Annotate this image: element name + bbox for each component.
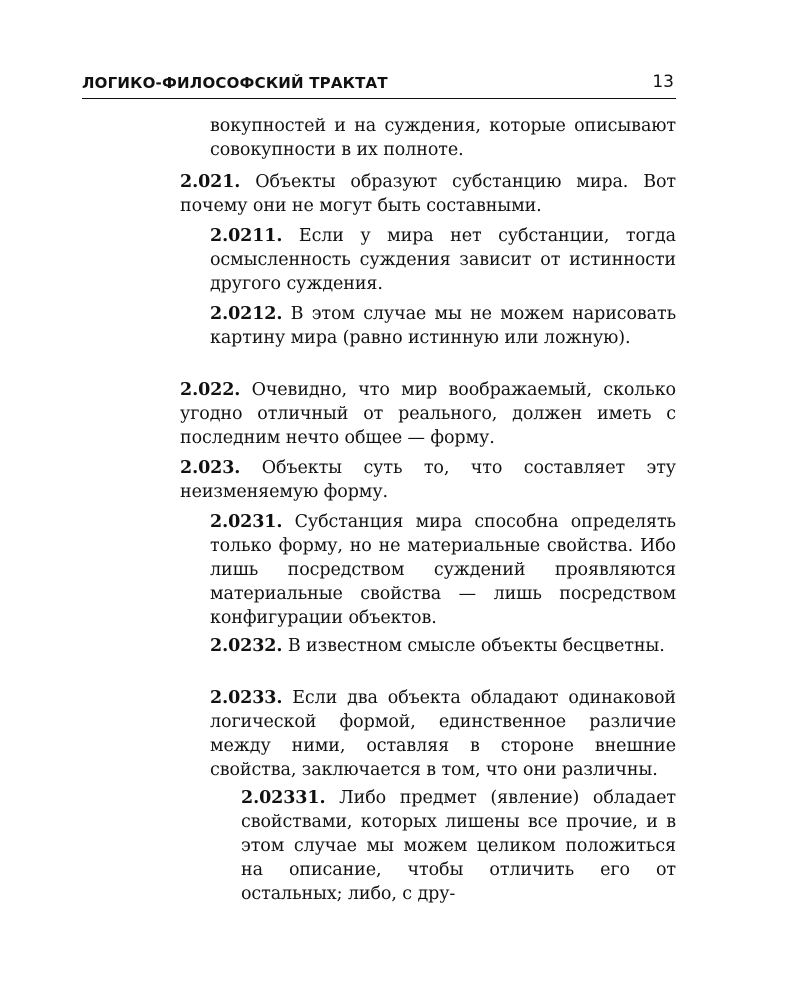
paragraph-text: Объекты суть то, что составляет эту неизменяемую форму. <box>180 458 676 502</box>
paragraph-2-023 <box>180 456 676 504</box>
paragraph-number: 2.0232. <box>210 636 283 656</box>
page-number: 13 <box>652 72 674 92</box>
paragraph-text: Субстанция мира способна определять только форму, но не материальные свойства. Ибо лишь посредством суждений проявляются материальные свойства — лишь посредством конфигурации объектов. <box>210 512 676 628</box>
paragraph-2-0232 <box>210 634 676 658</box>
paragraph-text: В известном смысле объекты бесцветны. <box>282 636 665 656</box>
paragraph-2-0211 <box>210 224 676 296</box>
paragraph-2-02331 <box>241 786 676 906</box>
paragraph-number: 2.0231. <box>210 512 283 532</box>
paragraph-number: 2.022. <box>180 380 241 400</box>
paragraph-number: 2.0212. <box>210 304 283 324</box>
paragraph-continuation <box>210 114 676 162</box>
paragraph-2-021 <box>180 170 676 218</box>
paragraph-text: Либо предмет (явление) обладает свойствами, которых лишены все прочие, и в этом случае мы можем целиком положиться на описание, чтобы отличить его от остальных; либо, с дру- <box>241 788 676 904</box>
paragraph-2-0212 <box>210 302 676 350</box>
paragraph-number: 2.021. <box>180 172 241 192</box>
paragraph-number: 2.02331. <box>241 788 326 808</box>
paragraph-text: Объекты образуют субстанцию мира. Вот почему они не могут быть составными. <box>180 172 676 216</box>
paragraph-number: 2.0211. <box>210 226 283 246</box>
paragraph-number: 2.023. <box>180 458 241 478</box>
paragraph-text: Если у мира нет субстанции, тогда осмысленность суждения зависит от истинности другого суждения. <box>210 226 676 294</box>
paragraph-text: Если два объекта обладают одинаковой логической формой, единственное различие между ними, оставляя в стороне внешние свойства, заключается в том, что они различны. <box>210 688 676 780</box>
running-title: ЛОГИКО-ФИЛОСОФСКИЙ ТРАКТАТ <box>82 74 388 92</box>
paragraph-text: В этом случае мы не можем нарисовать картину мира (равно истинную или ложную). <box>210 304 676 348</box>
paragraph-number: 2.0233. <box>210 688 283 708</box>
paragraph-2-0233 <box>210 686 676 782</box>
paragraph-text: вокупностей и на суждения, которые описывают совокупности в их полноте. <box>210 116 676 160</box>
paragraph-text: Очевидно, что мир воображаемый, сколько угодно отличный от реального, должен иметь с последним нечто общее — форму. <box>180 380 676 448</box>
running-header <box>82 72 676 99</box>
paragraph-2-0231 <box>210 510 676 630</box>
paragraph-2-022 <box>180 378 676 450</box>
